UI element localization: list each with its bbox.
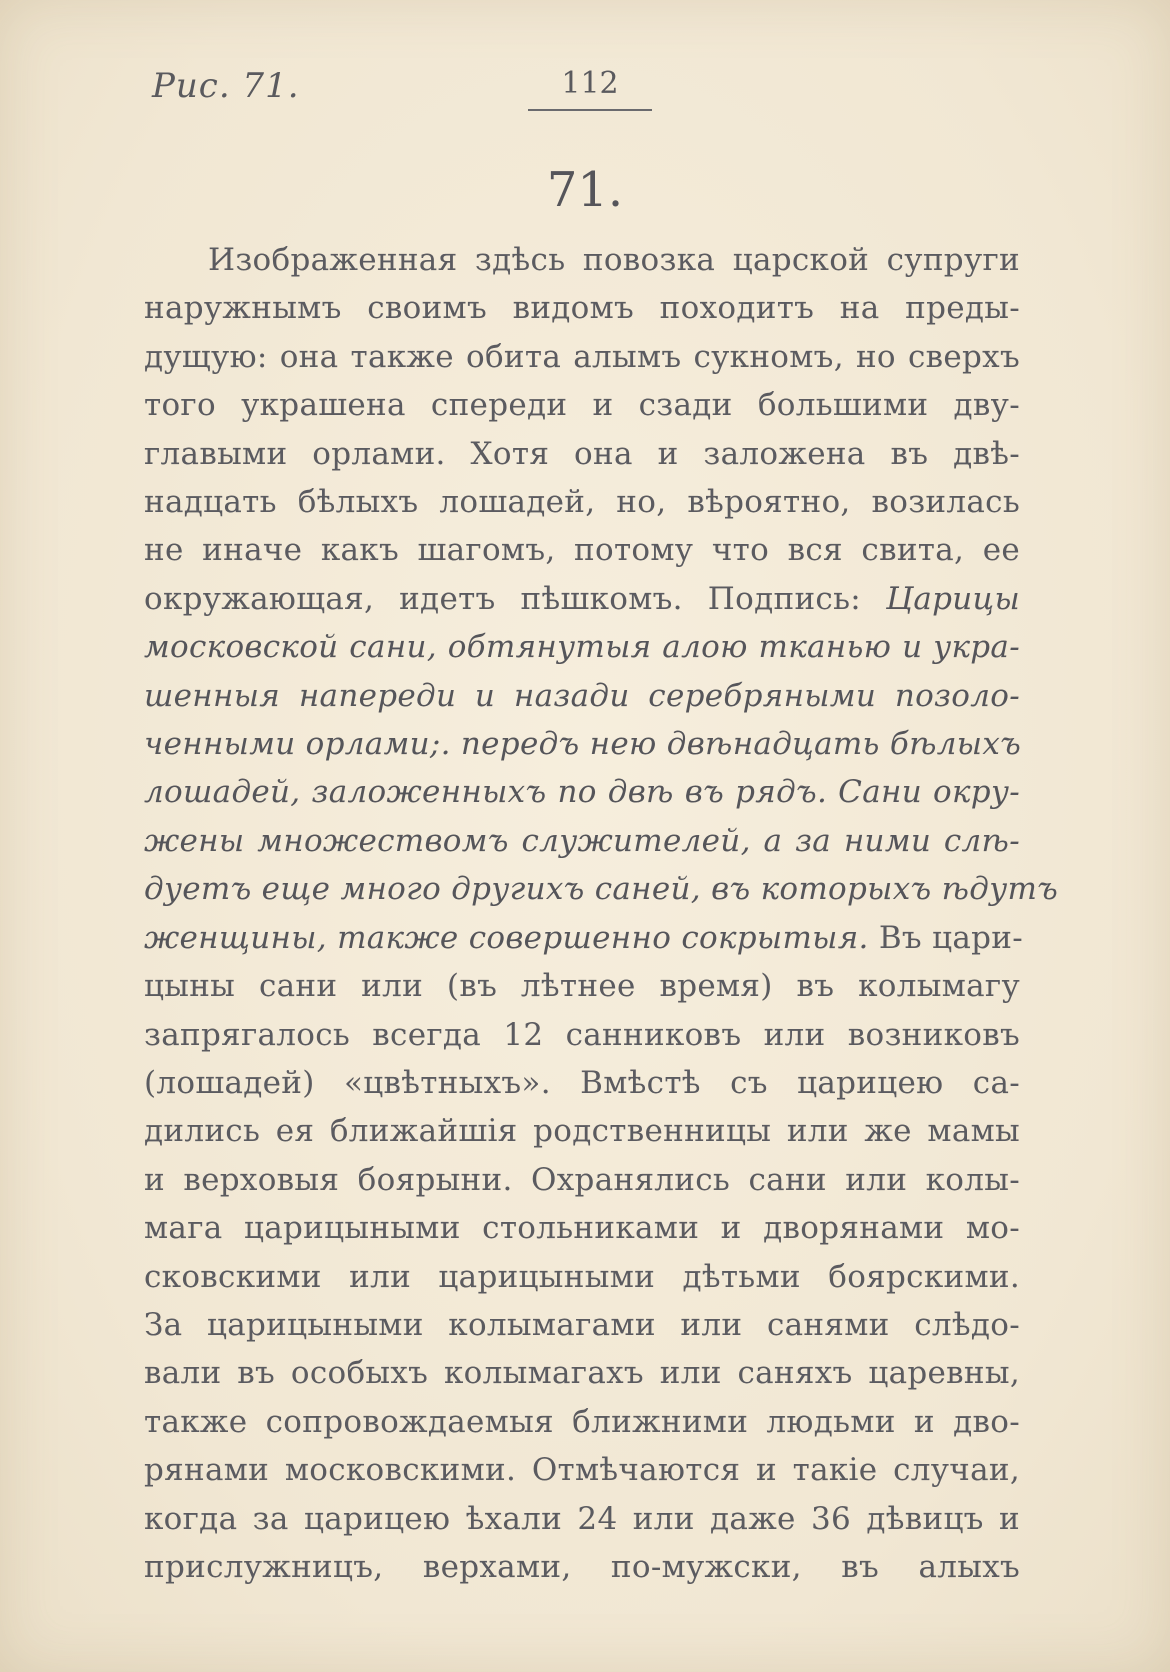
text-run: запрягалось всегда 12 санниковъ или возниковъ	[144, 1016, 1020, 1053]
text-line	[144, 1446, 1020, 1494]
text-run: Изображенная здѣсь повозка царской супруги	[208, 242, 1020, 278]
text-line	[144, 575, 1020, 623]
text-line	[144, 333, 1020, 381]
italic-caption-text: лошадей, заложенныхъ по двѣ въ рядъ. Сани окру-	[144, 774, 1020, 811]
section-number: 71.	[546, 162, 624, 218]
text-line	[144, 623, 1020, 671]
text-line	[144, 817, 1020, 865]
text-run: За царицыными колымагами или санями слѣдо-	[144, 1306, 1020, 1343]
text-run: надцать бѣлыхъ лошадей, но, вѣроятно, возилась	[144, 484, 1020, 521]
body-text	[144, 236, 1059, 1591]
italic-caption-text: жены множествомъ служителей, а за ними слѣ-	[144, 822, 1020, 859]
text-line	[144, 1204, 1020, 1252]
text-line	[144, 914, 1023, 962]
text-run: главыми орлами. Хотя она и заложена въ двѣ-	[144, 435, 1020, 472]
text-run: прислужницъ, верхами, по-мужски, въ алыхъ	[144, 1548, 1020, 1585]
text-line	[144, 1011, 1020, 1059]
text-line	[144, 478, 1020, 526]
page-number: 112	[528, 66, 652, 111]
text-line	[144, 1156, 1020, 1204]
italic-caption-text: ченными орлами;. передъ нею двѣнадцать бѣлыхъ	[144, 726, 1022, 763]
text-line	[144, 284, 1020, 332]
text-line	[144, 430, 1020, 478]
text-line	[144, 1059, 1020, 1107]
text-line	[144, 526, 1020, 574]
text-run: мага царицыными стольниками и дворянами мо-	[144, 1210, 1020, 1247]
text-line	[144, 1253, 1020, 1301]
text-run: цыны сани или (въ лѣтнее время) въ колымагу	[144, 968, 1020, 1005]
text-line	[144, 1301, 1020, 1349]
text-line	[144, 865, 1059, 913]
text-run: сковскими или царицыными дѣтьми боярскими.	[144, 1258, 1020, 1295]
text-run: также сопровождаемыя ближними людьми и дво-	[144, 1403, 1020, 1440]
text-run: и верховыя боярыни. Охранялись сани или колы-	[144, 1161, 1020, 1198]
text-run: дущую: она также обита алымъ сукномъ, но сверхъ	[144, 338, 1020, 375]
italic-caption-text: дуетъ еще много другихъ саней, въ которыхъ ѣдутъ	[144, 871, 1059, 908]
text-run: (лошадей) «цвѣтныхъ». Вмѣстѣ съ царицею са-	[144, 1064, 1020, 1101]
text-run: окружающая, идетъ пѣшкомъ. Подпись:	[144, 580, 886, 617]
text-run: когда за царицею ѣхали 24 или даже 36 дѣвицъ и	[144, 1500, 1020, 1537]
text-line	[144, 236, 1020, 284]
text-line	[144, 1398, 1020, 1446]
text-line	[144, 720, 1020, 768]
italic-caption-text: Царицы	[885, 580, 1020, 617]
text-line	[144, 768, 1020, 816]
text-run: не иначе какъ шагомъ, потому что вся свита, ее	[144, 532, 1020, 569]
italic-caption-text: шенныя напереди и назади серебряными позоло-	[144, 677, 1020, 714]
text-run: наружнымъ своимъ видомъ походитъ на преды-	[144, 290, 1020, 327]
italic-caption-text: женщины, также совершенно сокрытыя.	[144, 919, 869, 956]
text-run: того украшена спереди и сзади большими дву-	[144, 387, 1020, 424]
text-line	[144, 1543, 1020, 1591]
figure-reference: Рис. 71.	[152, 66, 300, 106]
text-line	[144, 962, 1020, 1010]
text-line	[144, 1495, 1020, 1543]
italic-caption-text: московской сани, обтянутыя алою тканью и укра-	[144, 629, 1020, 666]
text-run: Въ цари-	[868, 919, 1023, 956]
text-run: вали въ особыхъ колымагахъ или саняхъ царевны,	[144, 1355, 1020, 1392]
text-run: дились ея ближайшія родственницы или же мамы	[144, 1113, 1020, 1150]
text-line	[144, 381, 1020, 429]
text-line	[144, 1107, 1020, 1155]
text-line	[144, 672, 1020, 720]
text-run: рянами московскими. Отмѣчаются и такіе случаи,	[144, 1452, 1020, 1489]
text-line	[144, 1349, 1020, 1397]
